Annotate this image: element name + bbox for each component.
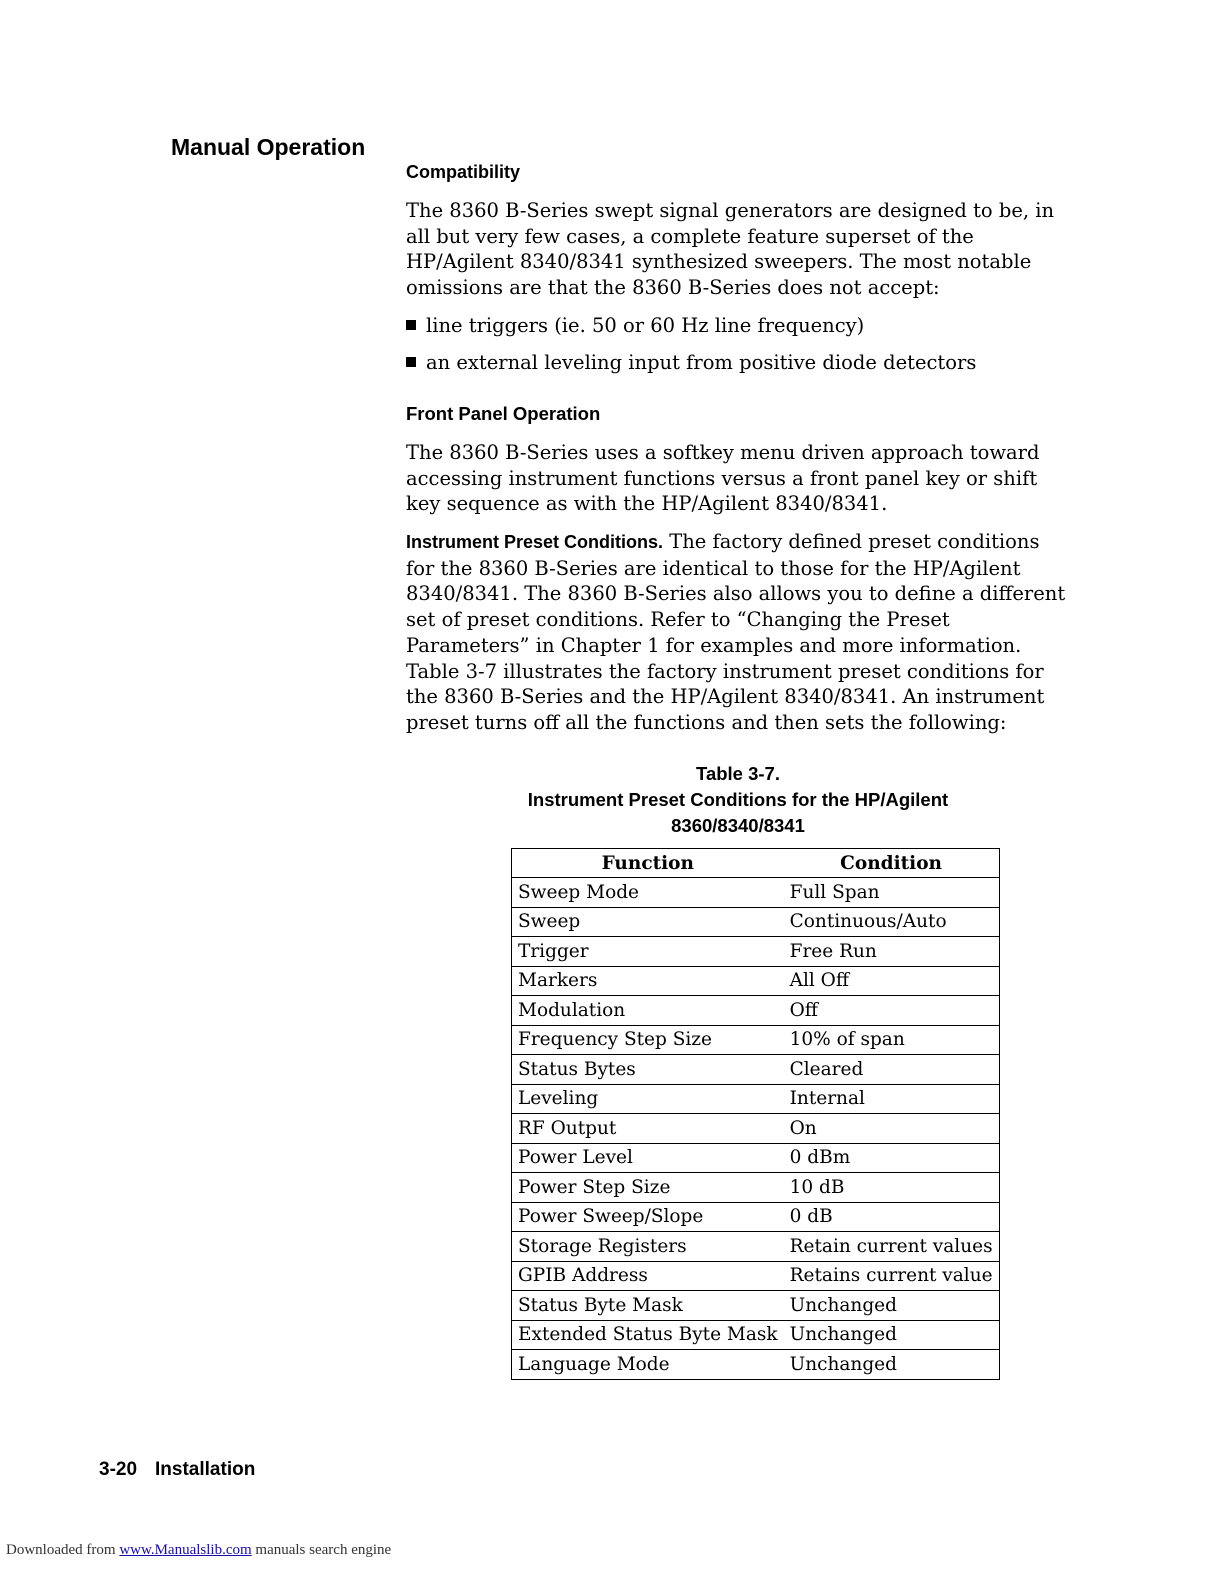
cell-condition: Continuous/Auto	[784, 907, 999, 937]
table-row	[512, 1114, 1000, 1144]
download-prefix: Downloaded from	[6, 1542, 116, 1558]
header-condition: Condition	[784, 849, 999, 878]
cell-condition: Full Span	[784, 878, 999, 908]
cell-function: Storage Registers	[512, 1232, 784, 1262]
table-row	[512, 966, 1000, 996]
table-title-line-2: 8360/8340/8341	[671, 815, 805, 836]
bullet-square-icon	[406, 357, 416, 367]
cell-function: Language Mode	[512, 1350, 784, 1380]
chapter-name: Installation	[155, 1459, 256, 1480]
table-row	[512, 1261, 1000, 1291]
cell-function: Leveling	[512, 1084, 784, 1114]
table-row	[512, 1084, 1000, 1114]
table-row	[512, 1173, 1000, 1203]
front-panel-paragraph: The 8360 B-Series uses a softkey menu driven approach toward accessing instrument functions versus a front panel key or shift key sequence as with the HP/Agilent 8340/8341.	[406, 441, 1040, 516]
front-panel-heading: Front Panel Operation	[406, 403, 601, 424]
table-number: Table 3-7.	[696, 763, 780, 784]
bullet-text: an external leveling input from positive diode detectors	[426, 351, 977, 374]
cell-condition: Unchanged	[784, 1350, 999, 1380]
cell-condition: Free Run	[784, 937, 999, 967]
cell-condition: Retain current values	[784, 1232, 999, 1262]
cell-function: Sweep	[512, 907, 784, 937]
bullet-text: line triggers (ie. 50 or 60 Hz line frequency)	[426, 314, 865, 337]
page-footer	[99, 1459, 255, 1481]
table-row	[512, 937, 1000, 967]
cell-condition: 10% of span	[784, 1025, 999, 1055]
page-number: 3-20	[99, 1459, 138, 1480]
manualslib-link[interactable]: www.Manualslib.com	[119, 1542, 252, 1558]
header-function: Function	[512, 849, 784, 878]
cell-condition: Cleared	[784, 1055, 999, 1085]
bullet-item	[406, 313, 864, 338]
cell-condition: 10 dB	[784, 1173, 999, 1203]
table-row	[512, 1143, 1000, 1173]
preset-paragraph	[406, 529, 1066, 736]
table-body	[512, 878, 1000, 1380]
cell-condition: 0 dB	[784, 1202, 999, 1232]
table-caption	[512, 761, 964, 839]
table-header-row	[512, 849, 1000, 878]
download-suffix: manuals search engine	[255, 1542, 392, 1558]
compatibility-heading: Compatibility	[406, 162, 521, 182]
bullet-square-icon	[406, 320, 416, 330]
table-row	[512, 907, 1000, 937]
preset-runin-heading: Instrument Preset Conditions.	[406, 532, 664, 552]
cell-condition: Off	[784, 996, 999, 1026]
compatibility-paragraph: The 8360 B-Series swept signal generators are designed to be, in all but very few cases, a complete feature superset of the HP/Agilent 8340/8341 synthesized sweepers. The most notable omissions are that the 8360 B-Series does not accept:	[406, 199, 1055, 300]
cell-condition: All Off	[784, 966, 999, 996]
table-title-line-1: Instrument Preset Conditions for the HP/Agilent	[527, 789, 949, 810]
cell-condition: Internal	[784, 1084, 999, 1114]
table-row	[512, 996, 1000, 1026]
cell-function: Markers	[512, 966, 784, 996]
cell-function: Sweep Mode	[512, 878, 784, 908]
table-row	[512, 1202, 1000, 1232]
cell-condition: Unchanged	[784, 1320, 999, 1350]
cell-condition: 0 dBm	[784, 1143, 999, 1173]
preset-paragraph-text: The factory defined preset conditions for the 8360 B-Series are identical to those for the HP/Agilent 8340/8341. The 8360 B-Series also allows you to define a different set of preset conditions. Refer to “Changing the Preset Parameters” in Chapter 1 for examples and more information. Table 3-7 illustrates the factory instrument preset conditions for the 8360 B-Series and the HP/Agilent 8340/8341. An instrument preset turns off all the functions and then sets the following:	[406, 530, 1066, 734]
cell-function: Power Level	[512, 1143, 784, 1173]
cell-function: Status Bytes	[512, 1055, 784, 1085]
cell-condition: Retains current value	[784, 1261, 999, 1291]
cell-condition: On	[784, 1114, 999, 1144]
cell-function: Frequency Step Size	[512, 1025, 784, 1055]
cell-function: Status Byte Mask	[512, 1291, 784, 1321]
cell-function: Modulation	[512, 996, 784, 1026]
cell-function: Power Step Size	[512, 1173, 784, 1203]
cell-function: Trigger	[512, 937, 784, 967]
table-row	[512, 1055, 1000, 1085]
table-row	[512, 1025, 1000, 1055]
cell-condition: Unchanged	[784, 1291, 999, 1321]
table-row	[512, 1291, 1000, 1321]
table-row	[512, 1320, 1000, 1350]
download-notice	[6, 1542, 391, 1559]
table-row	[512, 1350, 1000, 1380]
cell-function: GPIB Address	[512, 1261, 784, 1291]
preset-conditions-table	[511, 848, 1000, 1380]
bullet-item	[406, 350, 976, 375]
cell-function: Power Sweep/Slope	[512, 1202, 784, 1232]
section-title: Manual Operation	[171, 134, 366, 160]
cell-function: Extended Status Byte Mask	[512, 1320, 784, 1350]
table-row	[512, 878, 1000, 908]
table-row	[512, 1232, 1000, 1262]
cell-function: RF Output	[512, 1114, 784, 1144]
